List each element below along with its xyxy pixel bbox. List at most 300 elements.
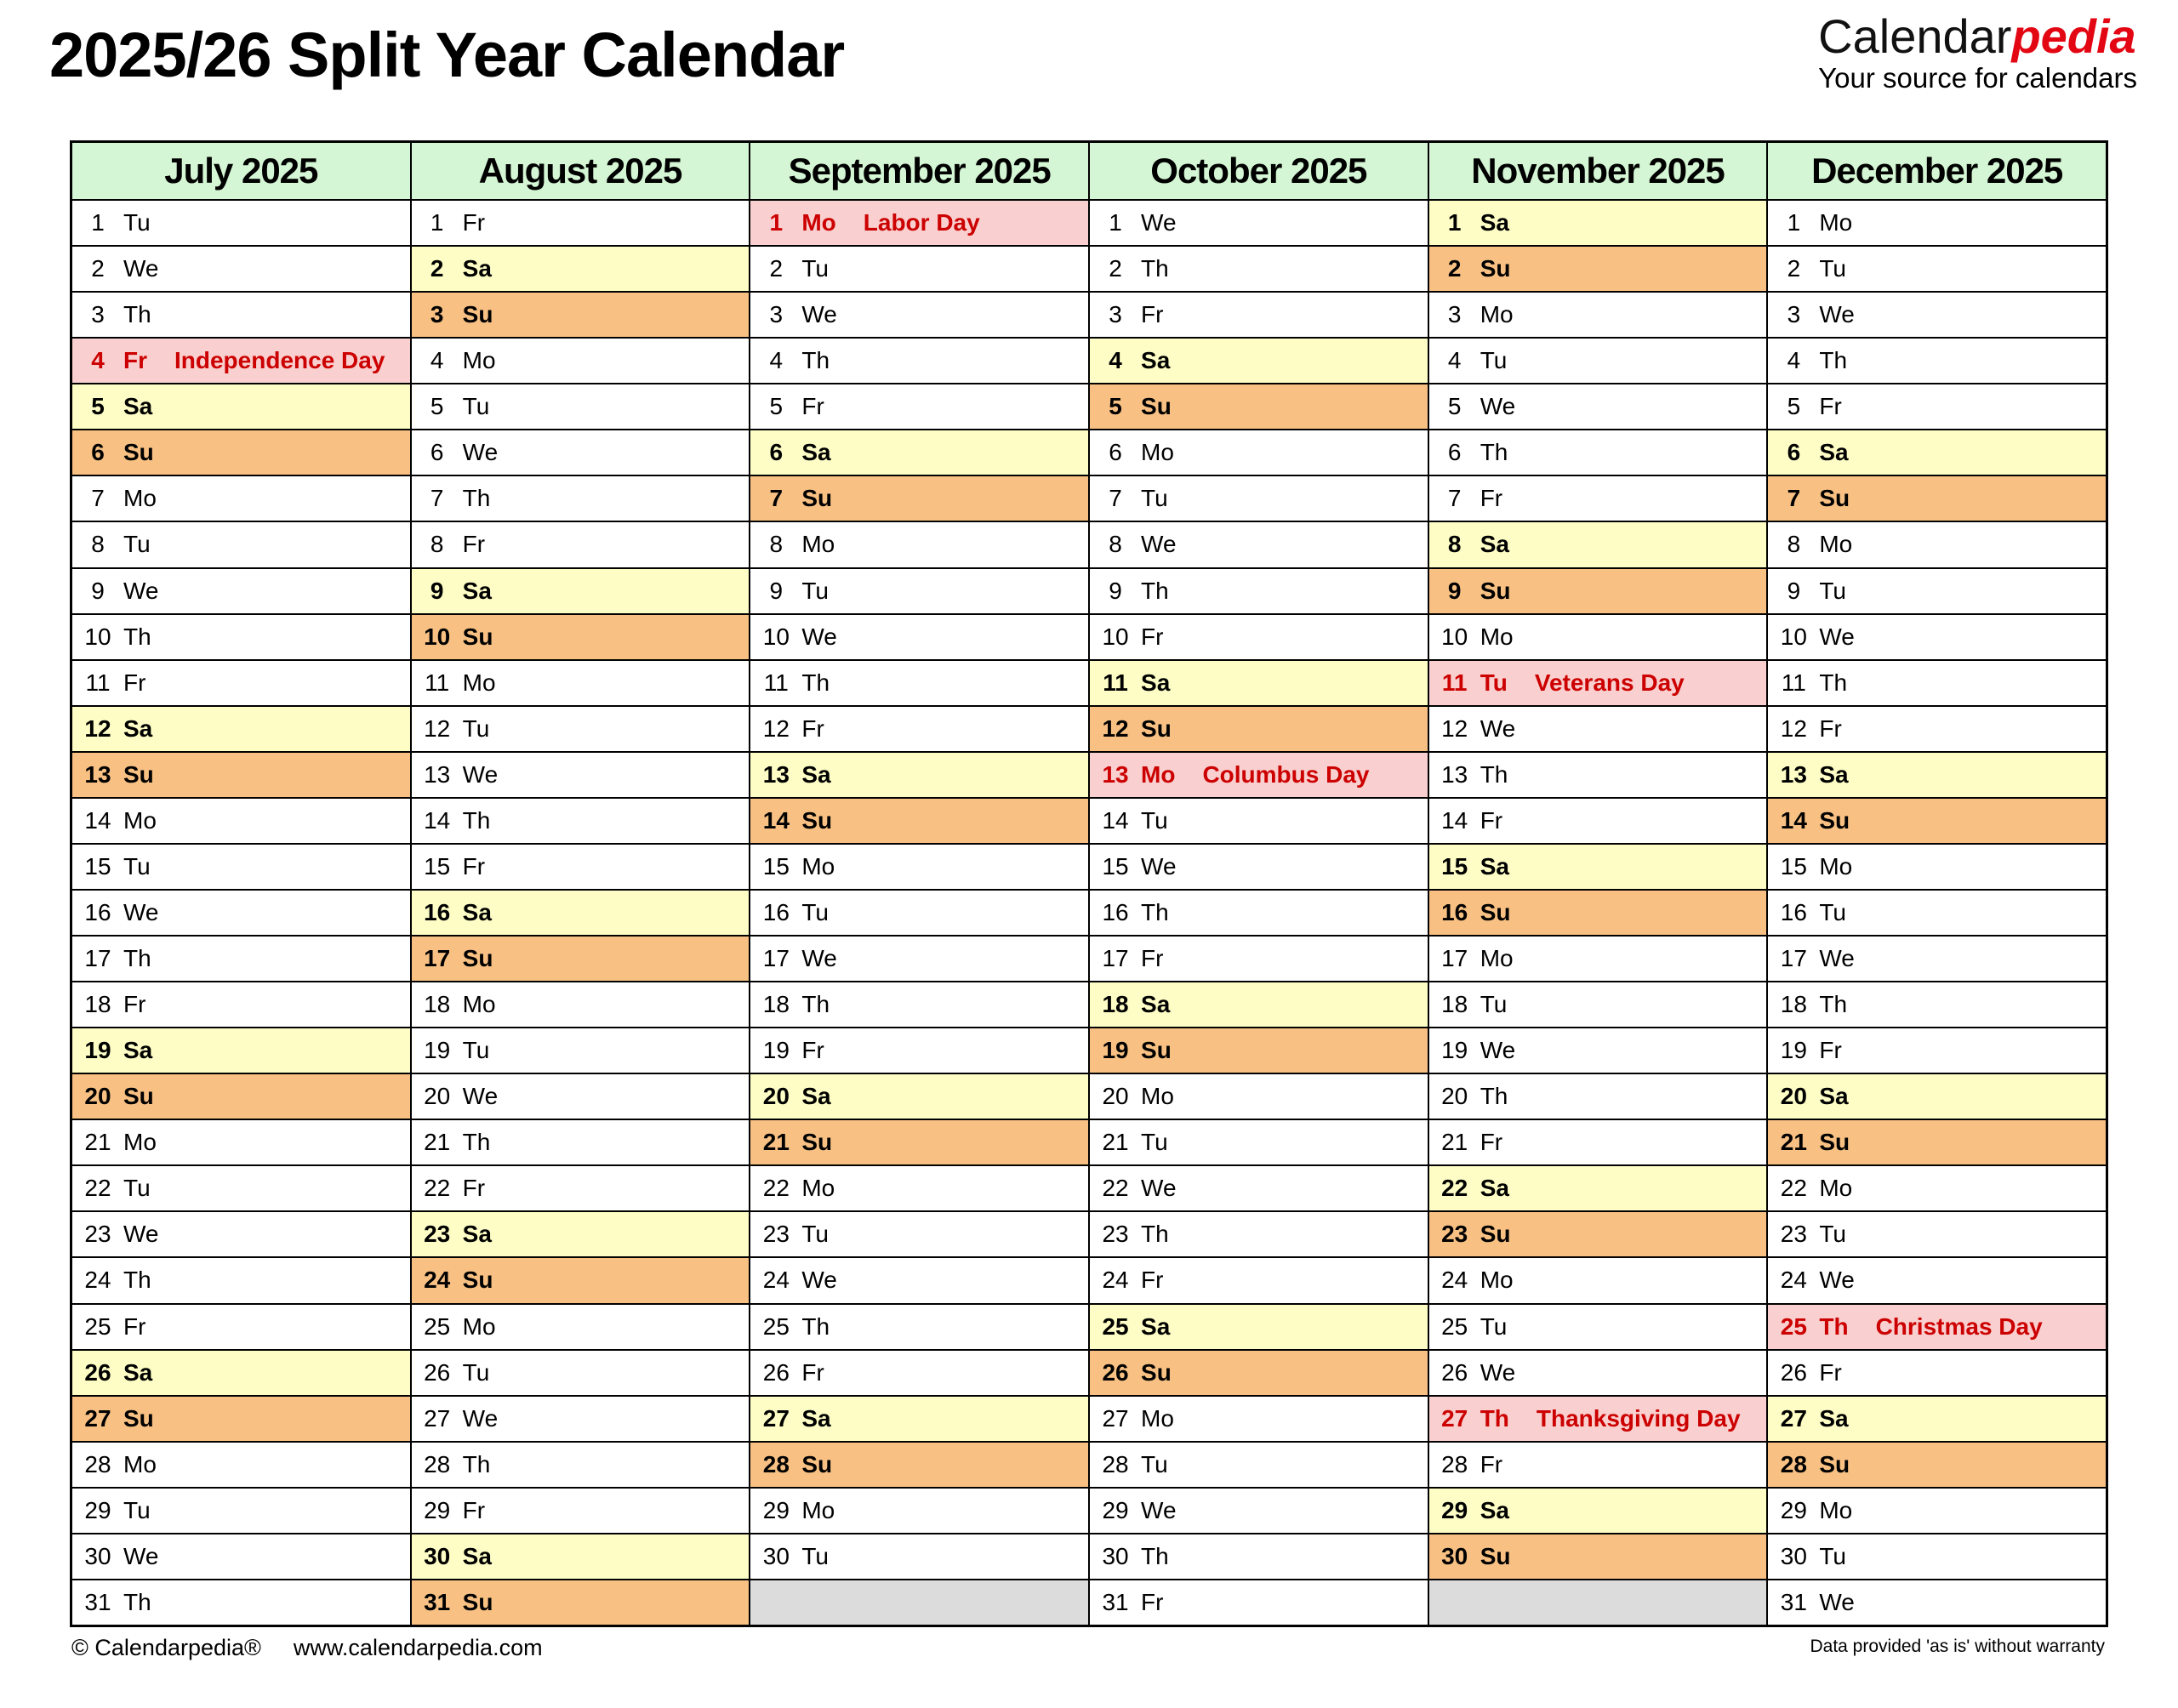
day-number: 29 <box>1441 1496 1468 1523</box>
day-cell <box>750 1487 1088 1533</box>
day-number: 29 <box>1780 1496 1807 1523</box>
day-cell <box>1429 337 1767 383</box>
holiday-label: Independence Day <box>174 347 385 374</box>
day-number: 22 <box>762 1175 790 1202</box>
day-number: 17 <box>1102 945 1129 972</box>
day-number: 16 <box>1102 898 1129 925</box>
day-number: 28 <box>1780 1450 1807 1477</box>
day-number: 18 <box>1441 991 1468 1018</box>
day-cell <box>1768 1073 2106 1119</box>
day-cell <box>750 1073 1088 1119</box>
day-number: 23 <box>1780 1221 1807 1248</box>
day-cell <box>1768 1533 2106 1579</box>
day-number: 11 <box>1441 669 1468 696</box>
day-number: 30 <box>1780 1542 1807 1569</box>
day-weekday: Su <box>1480 577 1511 604</box>
day-weekday: Fr <box>1819 1358 1842 1386</box>
day-number: 10 <box>1102 623 1129 650</box>
day-number: 22 <box>424 1175 451 1202</box>
day-weekday: Tu <box>1141 1129 1168 1156</box>
day-number: 2 <box>91 255 105 282</box>
day-cell <box>750 337 1088 383</box>
day-number: 6 <box>769 439 784 466</box>
day-cell <box>750 1256 1088 1302</box>
day-number: 19 <box>1780 1037 1807 1064</box>
day-cell <box>1429 1349 1767 1395</box>
day-cell <box>1429 1119 1767 1164</box>
day-weekday: Mo <box>1141 760 1176 788</box>
day-weekday: Th <box>462 1450 491 1477</box>
day-number: 13 <box>1441 760 1468 788</box>
day-number: 4 <box>1109 347 1122 374</box>
day-number: 11 <box>425 669 450 696</box>
day-weekday: Mo <box>1480 945 1514 972</box>
holiday-label: Columbus Day <box>1202 760 1370 788</box>
day-cell <box>1429 245 1767 291</box>
day-cell <box>1429 291 1767 337</box>
month-header: August 2025 <box>412 143 750 199</box>
day-weekday: Th <box>1141 1221 1169 1248</box>
day-cell <box>1768 1579 2106 1625</box>
day-number: 4 <box>1447 347 1462 374</box>
month-column-september <box>750 143 1090 1625</box>
day-number: 15 <box>1780 852 1807 880</box>
day-number: 29 <box>424 1496 451 1523</box>
day-cell <box>1090 705 1428 751</box>
day-cell <box>1429 935 1767 981</box>
day-number: 5 <box>1109 393 1122 420</box>
day-number: 1 <box>91 209 105 236</box>
day-number: 5 <box>91 393 105 420</box>
day-weekday: Fr <box>1141 623 1164 650</box>
day-cell <box>1768 1349 2106 1395</box>
day-cell <box>1429 1210 1767 1256</box>
day-weekday: Su <box>801 1129 833 1156</box>
day-cell <box>1768 797 2106 843</box>
day-number: 7 <box>1787 485 1801 512</box>
day-cell <box>1429 1395 1767 1441</box>
day-weekday: Tu <box>1141 485 1168 512</box>
day-cell <box>412 1579 750 1625</box>
day-number: 7 <box>769 485 784 512</box>
day-number: 18 <box>424 991 451 1018</box>
day-number: 18 <box>1780 991 1807 1018</box>
day-weekday: Th <box>1819 991 1848 1018</box>
day-number: 29 <box>1102 1496 1129 1523</box>
day-cell <box>1090 567 1428 613</box>
day-cell <box>750 797 1088 843</box>
day-number: 8 <box>769 531 784 558</box>
day-weekday: Tu <box>801 1221 829 1248</box>
day-weekday: Su <box>801 1450 833 1477</box>
day-weekday: Su <box>1141 715 1172 742</box>
day-number: 20 <box>1102 1083 1129 1110</box>
month-header: December 2025 <box>1768 143 2106 199</box>
day-number: 23 <box>1102 1221 1129 1248</box>
day-weekday: Tu <box>462 393 490 420</box>
day-cell <box>1090 1256 1428 1302</box>
day-cell <box>1429 981 1767 1027</box>
day-weekday: Th <box>801 669 830 696</box>
month-column-july <box>72 143 412 1625</box>
day-cell <box>1429 1487 1767 1533</box>
day-cell <box>1090 1027 1428 1073</box>
logo-text-calendar: Calendar <box>1818 9 2012 63</box>
day-weekday: Th <box>801 991 830 1018</box>
day-weekday: Fr <box>1141 945 1164 972</box>
day-cell <box>412 1210 750 1256</box>
day-weekday: Sa <box>123 1037 153 1064</box>
day-number: 8 <box>91 531 105 558</box>
day-weekday: Sa <box>123 715 153 742</box>
holiday-label: Christmas Day <box>1875 1312 2043 1340</box>
day-number: 22 <box>1780 1175 1807 1202</box>
day-number: 23 <box>1441 1221 1468 1248</box>
day-number: 13 <box>1780 760 1807 788</box>
day-cell <box>1090 1395 1428 1441</box>
day-weekday: Tu <box>123 531 151 558</box>
day-weekday: Su <box>123 439 154 466</box>
day-weekday: Th <box>801 1312 830 1340</box>
day-cell <box>1429 613 1767 659</box>
day-weekday: We <box>123 577 159 604</box>
day-number: 13 <box>424 760 451 788</box>
day-cell <box>412 1533 750 1579</box>
day-number: 18 <box>762 991 790 1018</box>
logo-tagline: Your source for calendars <box>1818 61 2137 94</box>
day-cell <box>412 705 750 751</box>
day-cell <box>72 1349 410 1395</box>
day-cell <box>750 935 1088 981</box>
day-cell <box>750 1579 1088 1625</box>
day-cell <box>1090 797 1428 843</box>
day-cell <box>750 613 1088 659</box>
day-weekday: Th <box>1141 1542 1169 1569</box>
footer-disclaimer: Data provided 'as is' without warranty <box>1810 1637 2105 1656</box>
day-cell <box>1768 1210 2106 1256</box>
day-number: 10 <box>1780 623 1807 650</box>
day-number: 2 <box>1787 255 1801 282</box>
day-cell <box>72 1073 410 1119</box>
day-weekday: Fr <box>462 531 486 558</box>
day-number: 30 <box>762 1542 790 1569</box>
calendarpedia-logo[interactable] <box>1818 9 2137 94</box>
day-weekday: Mo <box>1819 1496 1853 1523</box>
day-cell <box>750 1533 1088 1579</box>
day-cell <box>72 613 410 659</box>
day-cell <box>1090 1073 1428 1119</box>
day-weekday: Fr <box>123 669 146 696</box>
day-weekday: Tu <box>801 577 829 604</box>
day-cell <box>1429 659 1767 705</box>
day-number: 28 <box>762 1450 790 1477</box>
footer-copyright-line <box>71 1635 543 1661</box>
day-weekday: Sa <box>801 1083 831 1110</box>
day-cell <box>1090 751 1428 797</box>
day-weekday: Mo <box>1819 209 1853 236</box>
day-weekday: Fr <box>123 347 147 374</box>
day-cell <box>1429 889 1767 935</box>
logo-text-pedia: pedia <box>2011 9 2136 63</box>
day-weekday: Th <box>123 1267 151 1294</box>
day-cell <box>72 751 410 797</box>
day-weekday: Sa <box>801 1404 831 1432</box>
day-weekday: We <box>1819 623 1855 650</box>
day-number: 5 <box>1447 393 1462 420</box>
day-cell <box>1768 337 2106 383</box>
day-cell <box>1429 705 1767 751</box>
day-number: 6 <box>430 439 444 466</box>
day-cell <box>750 981 1088 1027</box>
day-weekday: Tu <box>462 1037 490 1064</box>
day-cell <box>72 843 410 889</box>
day-cell <box>1429 429 1767 475</box>
day-number: 11 <box>763 669 789 696</box>
day-cell <box>1768 613 2106 659</box>
day-weekday: Sa <box>1480 209 1509 236</box>
day-number: 19 <box>424 1037 451 1064</box>
day-number: 11 <box>1781 669 1806 696</box>
day-weekday: Su <box>462 1267 493 1294</box>
day-weekday: We <box>123 255 159 282</box>
day-number: 26 <box>84 1358 111 1386</box>
day-number: 1 <box>769 209 784 236</box>
day-weekday: Sa <box>1819 760 1849 788</box>
day-number: 14 <box>84 806 111 834</box>
day-weekday: Sa <box>462 255 492 282</box>
day-weekday: Mo <box>1480 1267 1514 1294</box>
day-number: 16 <box>762 898 790 925</box>
day-number: 30 <box>1441 1542 1468 1569</box>
day-cell <box>1429 567 1767 613</box>
day-weekday: We <box>1480 393 1516 420</box>
day-number: 23 <box>424 1221 451 1248</box>
day-cell <box>412 475 750 521</box>
day-number: 8 <box>1447 531 1462 558</box>
day-cell <box>412 889 750 935</box>
day-weekday: Fr <box>1819 393 1842 420</box>
day-weekday: Fr <box>1480 806 1503 834</box>
day-cell <box>1090 1164 1428 1210</box>
day-weekday: Tu <box>1480 991 1508 1018</box>
day-number: 1 <box>1447 209 1462 236</box>
day-cell <box>72 1441 410 1487</box>
day-cell <box>1090 1349 1428 1395</box>
day-weekday: Su <box>1819 1450 1850 1477</box>
day-cell <box>1768 1487 2106 1533</box>
month-column-december <box>1768 143 2106 1625</box>
month-column-november <box>1429 143 1769 1625</box>
day-number: 24 <box>84 1267 111 1294</box>
day-weekday: Th <box>1480 1083 1508 1110</box>
day-weekday: Fr <box>462 1496 486 1523</box>
day-number: 12 <box>1441 715 1468 742</box>
day-weekday: We <box>1141 209 1177 236</box>
day-weekday: Sa <box>1141 347 1171 374</box>
day-cell <box>412 383 750 429</box>
day-number: 2 <box>1109 255 1122 282</box>
day-weekday: Mo <box>123 806 157 834</box>
day-cell <box>72 1395 410 1441</box>
day-number: 15 <box>84 852 111 880</box>
day-number: 24 <box>1780 1267 1807 1294</box>
website-link[interactable]: www.calendarpedia.com <box>293 1635 543 1660</box>
day-number: 5 <box>1787 393 1801 420</box>
day-weekday: We <box>801 301 837 328</box>
day-weekday: Sa <box>462 577 492 604</box>
day-weekday: Mo <box>123 1450 157 1477</box>
day-cell <box>1429 1073 1767 1119</box>
day-cell <box>1768 245 2106 291</box>
day-weekday: Tu <box>1819 255 1846 282</box>
day-cell <box>72 199 410 245</box>
day-cell <box>72 935 410 981</box>
calendar-grid <box>70 140 2108 1627</box>
day-cell <box>1768 935 2106 981</box>
day-weekday: Fr <box>1141 301 1164 328</box>
day-number: 28 <box>1441 1450 1468 1477</box>
day-weekday: Fr <box>462 1175 486 1202</box>
day-weekday: Fr <box>1480 485 1503 512</box>
day-number: 10 <box>84 623 111 650</box>
day-cell <box>72 1579 410 1625</box>
day-weekday: Sa <box>801 760 831 788</box>
day-cell <box>72 475 410 521</box>
day-number: 19 <box>1441 1037 1468 1064</box>
day-cell <box>1090 1303 1428 1349</box>
day-weekday: Mo <box>1141 1404 1174 1432</box>
day-number: 23 <box>84 1221 111 1248</box>
day-number: 17 <box>84 945 111 972</box>
day-number: 13 <box>84 760 111 788</box>
day-number: 24 <box>1441 1267 1468 1294</box>
holiday-label: Labor Day <box>863 209 980 236</box>
day-number: 28 <box>84 1450 111 1477</box>
day-weekday: Fr <box>801 1037 824 1064</box>
day-cell <box>1090 475 1428 521</box>
day-weekday: Tu <box>801 898 829 925</box>
day-cell <box>72 245 410 291</box>
day-cell <box>1768 1119 2106 1164</box>
day-number: 8 <box>430 531 444 558</box>
day-cell <box>750 1303 1088 1349</box>
day-weekday: Fr <box>1819 715 1842 742</box>
day-weekday: Sa <box>1480 852 1509 880</box>
day-number: 20 <box>1441 1083 1468 1110</box>
day-cell <box>72 1210 410 1256</box>
day-number: 7 <box>91 485 105 512</box>
day-number: 31 <box>1102 1588 1129 1615</box>
day-number: 6 <box>1447 439 1462 466</box>
day-number: 25 <box>84 1312 111 1340</box>
day-number: 30 <box>1102 1542 1129 1569</box>
day-weekday: Fr <box>801 393 824 420</box>
day-weekday: Su <box>123 1404 154 1432</box>
day-cell <box>1768 1256 2106 1302</box>
day-number: 17 <box>762 945 790 972</box>
day-number: 19 <box>1102 1037 1129 1064</box>
day-number: 4 <box>430 347 444 374</box>
day-weekday: Sa <box>1141 669 1171 696</box>
day-cell <box>412 337 750 383</box>
day-weekday: Mo <box>123 1129 157 1156</box>
day-cell <box>412 1119 750 1164</box>
day-cell <box>1429 1533 1767 1579</box>
day-weekday: Th <box>462 806 491 834</box>
day-cell <box>1768 751 2106 797</box>
day-number: 9 <box>769 577 784 604</box>
day-cell <box>1768 429 2106 475</box>
day-cell <box>1429 751 1767 797</box>
day-number: 3 <box>1787 301 1801 328</box>
day-cell <box>1429 1441 1767 1487</box>
day-cell <box>72 1487 410 1533</box>
day-weekday: Su <box>1480 1542 1511 1569</box>
day-weekday: Th <box>801 347 830 374</box>
day-cell <box>1090 1119 1428 1164</box>
day-weekday: Tu <box>1480 669 1508 696</box>
day-number: 26 <box>1780 1358 1807 1386</box>
day-cell <box>1768 383 2106 429</box>
day-number: 14 <box>1780 806 1807 834</box>
day-weekday: Su <box>462 301 493 328</box>
day-cell <box>1090 383 1428 429</box>
day-cell <box>72 1027 410 1073</box>
day-number: 2 <box>769 255 784 282</box>
day-weekday: Th <box>123 945 151 972</box>
day-number: 17 <box>1780 945 1807 972</box>
day-weekday: Sa <box>462 1221 492 1248</box>
day-cell <box>1768 659 2106 705</box>
day-number: 11 <box>85 669 111 696</box>
day-weekday: Sa <box>123 1358 153 1386</box>
day-weekday: Fr <box>123 1312 146 1340</box>
day-cell <box>1768 475 2106 521</box>
day-cell <box>750 889 1088 935</box>
day-number: 20 <box>424 1083 451 1110</box>
day-weekday: Sa <box>1141 991 1171 1018</box>
day-number: 21 <box>84 1129 111 1156</box>
day-number: 21 <box>1102 1129 1129 1156</box>
day-weekday: Su <box>1480 255 1511 282</box>
day-weekday: Sa <box>801 439 831 466</box>
day-cell <box>412 613 750 659</box>
day-number: 12 <box>1102 715 1129 742</box>
day-cell <box>1090 1441 1428 1487</box>
day-weekday: Th <box>1819 347 1848 374</box>
day-number: 30 <box>84 1542 111 1569</box>
day-weekday: Mo <box>123 485 157 512</box>
day-cell <box>412 843 750 889</box>
day-weekday: We <box>1141 852 1177 880</box>
day-weekday: Sa <box>1480 1496 1509 1523</box>
day-weekday: Fr <box>1480 1450 1503 1477</box>
day-weekday: Su <box>1819 485 1850 512</box>
day-cell <box>72 429 410 475</box>
day-cell <box>412 1256 750 1302</box>
day-number: 25 <box>424 1312 451 1340</box>
day-cell <box>1768 981 2106 1027</box>
day-cell <box>412 291 750 337</box>
day-cell <box>72 705 410 751</box>
day-cell <box>1429 1579 1767 1625</box>
day-number: 21 <box>424 1129 451 1156</box>
day-number: 9 <box>1447 577 1462 604</box>
day-number: 12 <box>84 715 111 742</box>
page-title: 2025/26 Split Year Calendar <box>49 20 845 90</box>
day-cell <box>1090 199 1428 245</box>
day-weekday: Tu <box>462 1358 490 1386</box>
